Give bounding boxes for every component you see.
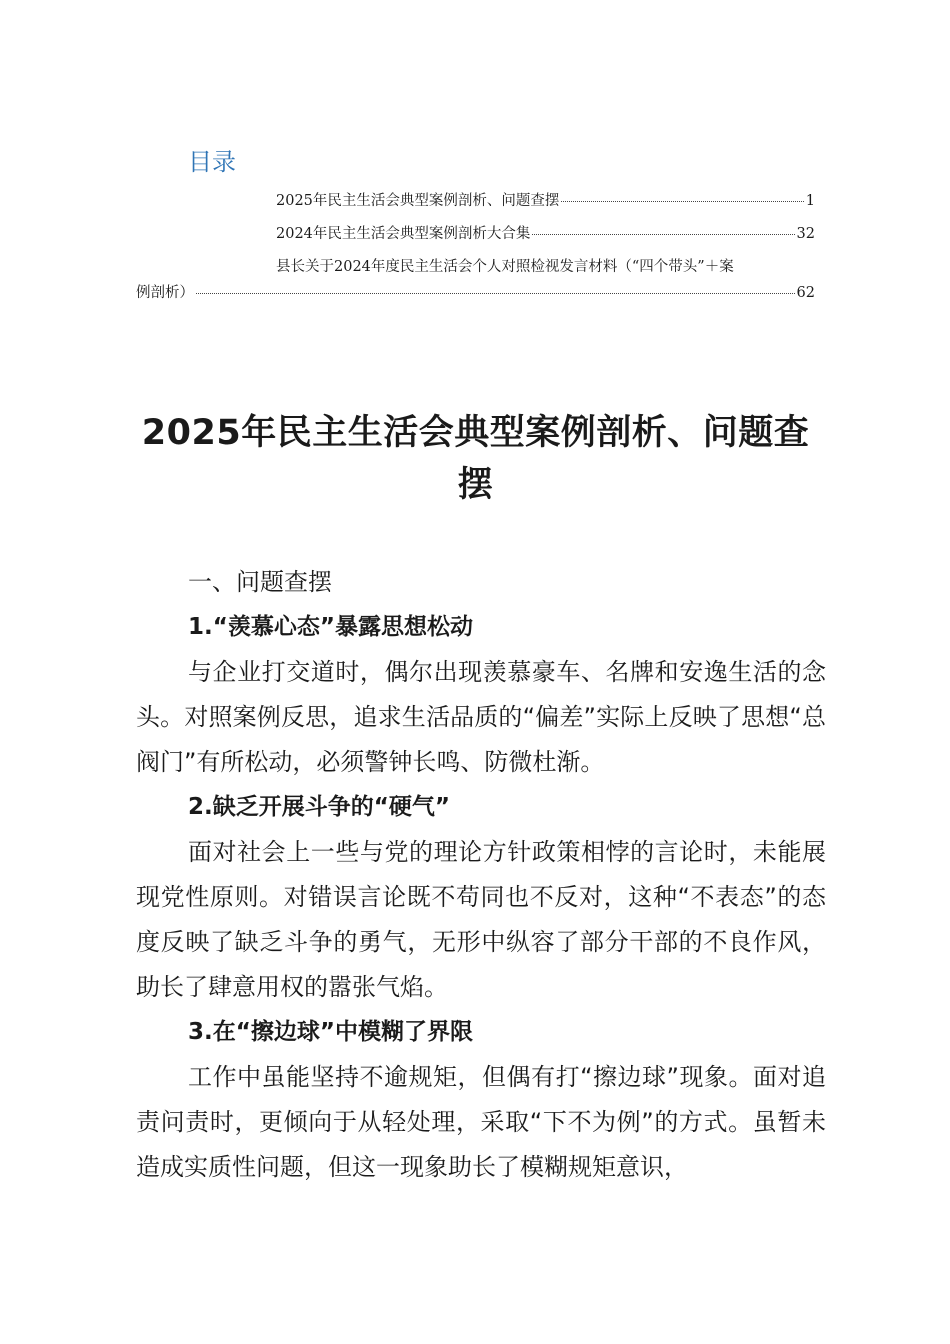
item-heading: 1.“羡慕心态”暴露思想松动 <box>188 614 473 640</box>
item-body: 与企业打交道时，偶尔出现羡慕豪车、名牌和安逸生活的念头。对照案例反思，追求生活品质的“偏差”实际上反映了思想“总阀门”有所松动，必须警钟长鸣、防微杜渐。 <box>136 658 826 776</box>
section-heading: 一、问题查摆 <box>188 568 332 596</box>
item-body: 工作中虽能坚持不逾规矩，但偶有打“擦边球”现象。面对追责问责时，更倾向于从轻处理，采取“下不为例”的方式。虽暂未造成实质性问题，但这一现象助长了模糊规矩意识， <box>136 1063 826 1181</box>
toc-page-number: 62 <box>796 285 815 301</box>
toc-leader <box>532 233 794 235</box>
item-heading: 3.在“擦边球”中模糊了界限 <box>188 1019 473 1045</box>
toc-entry-text: 2025年民主生活会典型案例剖析、问题查摆 <box>276 193 560 209</box>
item-body: 面对社会上一些与党的理论方针政策相悖的言论时，未能展现党性原则。对错误言论既不苟同也不反对，这种“不表态”的态度反映了缺乏斗争的勇气，无形中纵容了部分干部的不良作风，助长了肆意用权的嚣张气焰。 <box>136 838 826 1001</box>
toc-page-number: 32 <box>796 226 815 242</box>
toc-title: 目录 <box>188 148 236 176</box>
document-body <box>136 560 826 1190</box>
toc-entry[interactable] <box>136 221 815 247</box>
document-title: 2025年民主生活会典型案例剖析、问题查摆 <box>141 413 810 505</box>
toc-entry[interactable] <box>136 254 815 306</box>
toc-entry-text: 县长关于2024年度民主生活会个人对照检视发言材料（“四个带头”＋案 <box>276 259 734 275</box>
toc-leader <box>196 292 795 294</box>
toc-leader <box>561 200 803 202</box>
item-heading: 2.缺乏开展斗争的“硬气” <box>188 794 450 820</box>
toc-entry-text: 2024年民主生活会典型案例剖析大合集 <box>276 226 531 242</box>
toc-entry[interactable] <box>136 188 815 214</box>
toc-entry-text-continued: 例剖析） <box>136 285 194 301</box>
toc-page-number: 1 <box>805 193 815 209</box>
